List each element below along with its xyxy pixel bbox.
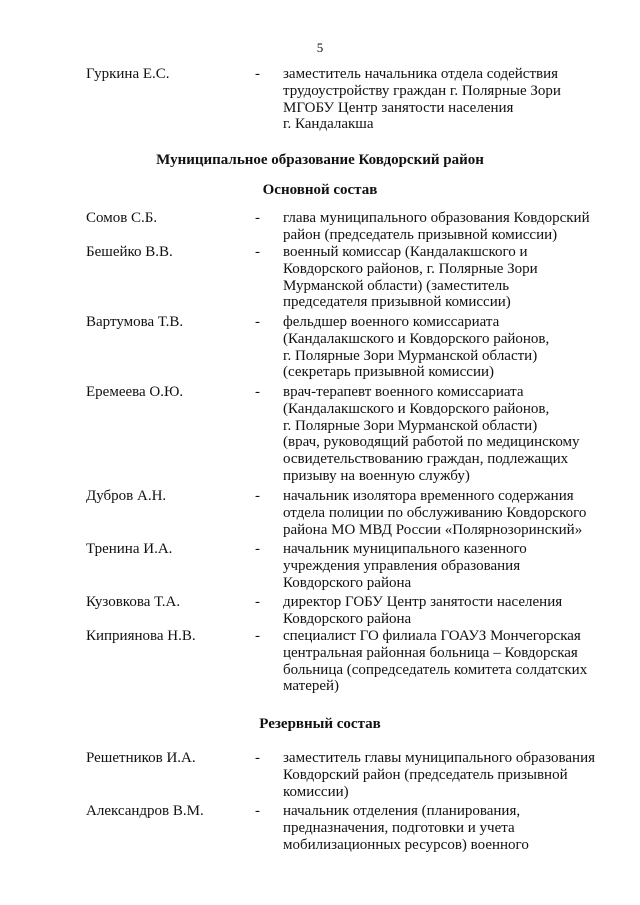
member-name: Сомов С.Б. [86, 210, 158, 226]
description-line: (Кандалакшского и Ковдорского районов, [283, 400, 550, 417]
description-line: учреждения управления образования [283, 557, 521, 574]
member-dash: - [255, 244, 260, 260]
member-dash: - [255, 628, 260, 644]
description-line: фельдшер военного комиссариата [283, 314, 500, 330]
description-line: военный комиссар (Кандалакшского и [283, 244, 528, 260]
description-line: мобилизационных ресурсов) военного [283, 836, 529, 853]
description-line: МГОБУ Центр занятости населения [283, 99, 514, 116]
description-line: г. Кандалакша [283, 116, 374, 133]
member-name: Гуркина Е.С. [86, 66, 170, 82]
description-line: отдела полиции по обслуживанию Ковдорского [283, 504, 587, 521]
description-line: призыву на военную службу) [283, 467, 470, 484]
member-name: Решетников И.А. [86, 750, 196, 766]
member-description [283, 210, 608, 244]
member-description [283, 244, 608, 311]
description-line: Ковдорского района [283, 574, 412, 591]
description-line: матерей) [283, 678, 340, 695]
description-line: центральная районная больница – Ковдорская [283, 644, 578, 661]
member-name: Кузовкова Т.А. [86, 594, 181, 610]
member-dash: - [255, 66, 260, 82]
description-line: (врач, руководящий работой по медицинскому [283, 434, 580, 451]
description-line: Ковдорского районов, г. Полярные Зори [283, 260, 538, 277]
member-description [283, 66, 608, 133]
member-dash: - [255, 803, 260, 819]
description-line: район (председатель призывной комиссии) [283, 226, 558, 243]
member-description [283, 314, 608, 381]
section-title: Муниципальное образование Ковдорский район [156, 152, 484, 168]
member-name: Бешейко В.В. [86, 244, 173, 260]
member-dash: - [255, 750, 260, 766]
description-line: глава муниципального образования Ковдорский [283, 210, 590, 226]
description-line: освидетельствованию граждан, подлежащих [283, 451, 569, 468]
description-line: заместитель главы муниципального образования [283, 750, 596, 766]
member-name: Александров В.М. [86, 803, 204, 819]
description-line: Ковдорский район (председатель призывной [283, 766, 568, 783]
member-dash: - [255, 210, 260, 226]
member-name: Дубров А.Н. [86, 488, 167, 504]
description-line: трудоустройству граждан г. Полярные Зори [283, 82, 561, 99]
page-number: 5 [316, 40, 324, 55]
description-line: Ковдорского района [283, 610, 412, 627]
description-line: г. Полярные Зори Мурманской области) [283, 347, 538, 364]
member-dash: - [255, 488, 260, 504]
description-line: больница (сопредседатель комитета солдатских [283, 661, 588, 678]
description-line: начальник отделения (планирования, [283, 803, 521, 819]
description-line: врач-терапевт военного комиссариата [283, 384, 524, 400]
description-line: председателя призывной комиссии) [283, 294, 511, 311]
description-line: района МО МВД России «Полярнозоринский» [283, 521, 583, 538]
description-line: г. Полярные Зори Мурманской области) [283, 417, 538, 434]
member-name: Вартумова Т.В. [86, 314, 184, 330]
member-description [283, 803, 608, 853]
member-dash: - [255, 594, 260, 610]
description-line: директор ГОБУ Центр занятости населения [283, 594, 563, 610]
main-composition-heading: Основной состав [262, 182, 378, 198]
description-line: Мурманской области) (заместитель [283, 277, 510, 294]
member-description [283, 594, 608, 628]
member-name: Еремеева О.Ю. [86, 384, 184, 400]
description-line: специалист ГО филиала ГОАУЗ Мончегорская [283, 628, 581, 644]
member-description [283, 628, 608, 695]
member-name: Тренина И.А. [86, 541, 173, 557]
reserve-composition-heading: Резервный состав [259, 716, 381, 732]
description-line: начальник муниципального казенного [283, 541, 527, 557]
member-name: Киприянова Н.В. [86, 628, 196, 644]
member-description [283, 384, 608, 485]
member-description [283, 488, 608, 538]
description-line: (Кандалакшского и Ковдорского районов, [283, 330, 550, 347]
description-line: начальник изолятора временного содержания [283, 488, 574, 504]
member-description [283, 541, 608, 591]
member-dash: - [255, 541, 260, 557]
description-line: комиссии) [283, 783, 349, 800]
description-line: заместитель начальника отдела содействия [283, 66, 559, 82]
description-line: предназначения, подготовки и учета [283, 819, 515, 836]
member-dash: - [255, 314, 260, 330]
description-line: (секретарь призывной комиссии) [283, 364, 494, 381]
member-dash: - [255, 384, 260, 400]
member-description [283, 750, 608, 800]
